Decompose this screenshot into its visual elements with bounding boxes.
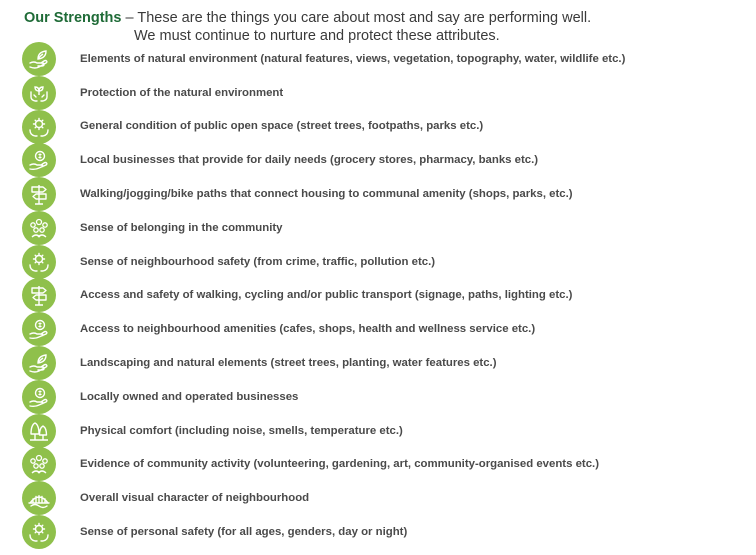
list-item-label: Sense of neighbourhood safety (from crime, traffic, pollution etc.) (80, 255, 436, 268)
header (24, 9, 744, 45)
list-item (22, 143, 752, 177)
hand-coin-icon (22, 143, 56, 177)
header-line-2: We must continue to nurture and protect these attributes. (134, 28, 500, 44)
hand-coin-icon (22, 380, 56, 414)
strengths-list (22, 42, 752, 549)
section-title: Our Strengths (24, 10, 122, 26)
list-item-label: Physical comfort (including noise, smells, temperature etc.) (80, 424, 403, 437)
list-item-label: Overall visual character of neighbourhood (80, 492, 310, 505)
list-item (22, 42, 752, 76)
gear-hands-icon (22, 245, 56, 279)
hand-leaf-icon (22, 346, 56, 380)
list-item-label: Evidence of community activity (volunteering, gardening, art, community-organised events etc.) (80, 458, 600, 471)
list-item-label: Sense of belonging in the community (80, 221, 283, 234)
hand-leaf-icon (22, 42, 56, 76)
signpost-icon (22, 278, 56, 312)
list-item (22, 414, 752, 448)
list-item-label: Locally owned and operated businesses (80, 390, 299, 403)
list-item (22, 481, 752, 515)
list-item (22, 279, 752, 313)
list-item-label: General condition of public open space (street trees, footpaths, parks etc.) (80, 120, 484, 133)
list-item (22, 380, 752, 414)
list-item (22, 76, 752, 110)
list-item-label: Protection of the natural environment (80, 86, 284, 99)
list-item (22, 211, 752, 245)
hands-plant-icon (22, 76, 56, 110)
list-item-label: Local businesses that provide for daily needs (grocery stores, pharmacy, banks etc.) (80, 154, 539, 167)
list-item-label: Sense of personal safety (for all ages, genders, day or night) (80, 526, 408, 539)
list-item-label: Access and safety of walking, cycling and/or public transport (signage, paths, lighting etc.) (80, 289, 573, 302)
list-item (22, 245, 752, 279)
signpost-icon (22, 177, 56, 211)
people-group-icon (22, 447, 56, 481)
bridge-icon (22, 481, 56, 515)
list-item (22, 177, 752, 211)
gear-hands-icon (22, 515, 56, 549)
hand-coin-icon (22, 312, 56, 346)
list-item (22, 312, 752, 346)
list-item (22, 346, 752, 380)
trees-icon (22, 414, 56, 448)
list-item-label: Elements of natural environment (natural features, views, vegetation, topography, water, wildlife etc.) (80, 52, 626, 65)
people-group-icon (22, 211, 56, 245)
gear-hands-icon (22, 110, 56, 144)
header-line-1 (24, 9, 744, 27)
list-item (22, 448, 752, 482)
header-intro: – These are the things you care about most and say are performing well. (121, 10, 592, 26)
list-item (22, 515, 752, 549)
list-item-label: Access to neighbourhood amenities (cafes, shops, health and wellness service etc.) (80, 323, 536, 336)
list-item (22, 110, 752, 144)
list-item-label: Landscaping and natural elements (street trees, planting, water features etc.) (80, 357, 497, 370)
list-item-label: Walking/jogging/bike paths that connect housing to communal amenity (shops, parks, etc.) (80, 188, 573, 201)
